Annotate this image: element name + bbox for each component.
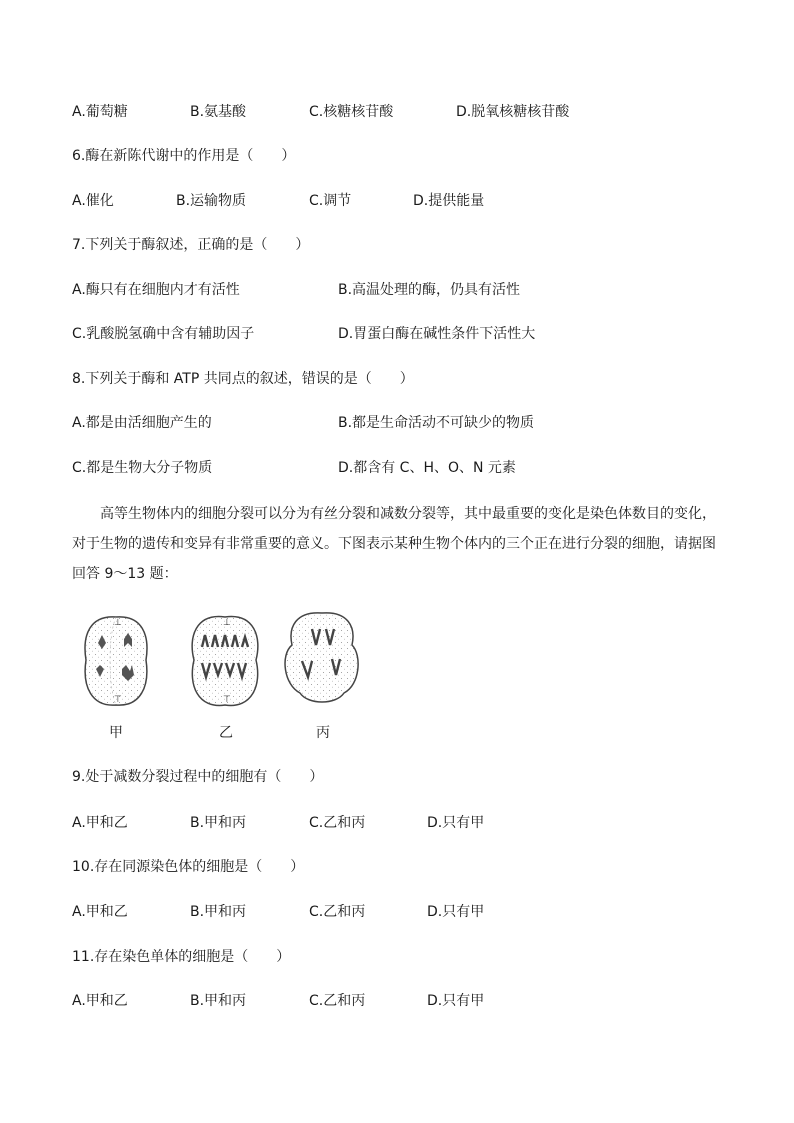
q9-option-b: B.甲和丙: [190, 815, 247, 831]
cell-yi: [192, 617, 258, 706]
q11-stem: 11.存在染色单体的细胞是（ ）: [72, 949, 291, 965]
q6-stem: 6.酶在新陈代谢中的作用是（ ）: [72, 148, 296, 164]
q11-option-b: B.甲和丙: [190, 993, 247, 1009]
q5-option-d: D.脱氧核糖核苷酸: [456, 104, 570, 120]
cell-bing: [285, 613, 358, 702]
passage-line-3: 回答 9～13 题：: [72, 566, 178, 582]
q8-option-a: A.都是由活细胞产生的: [72, 415, 212, 431]
passage-line-2: 对于生物的遗传和变异有非常重要的意义。下图表示某种生物个体内的三个正在进行分裂的细胞，请据图: [72, 536, 716, 552]
q10-option-d: D.只有甲: [427, 904, 485, 920]
q8-stem: 8.下列关于酶和 ATP 共同点的叙述，错误的是（ ）: [72, 371, 414, 387]
passage: [72, 499, 722, 589]
q8-option-b: B.都是生命活动不可缺少的物质: [338, 415, 535, 431]
q9-option-a: A.甲和乙: [72, 815, 128, 831]
q11-option-a: A.甲和乙: [72, 993, 128, 1009]
q7-option-b: B.高温处理的酶，仍具有活性: [338, 282, 521, 298]
q11-option-d: D.只有甲: [427, 993, 485, 1009]
q5-option-b: B.氨基酸: [190, 104, 247, 120]
q8-option-c: C.都是生物大分子物质: [72, 460, 213, 476]
cell-division-figure: [70, 605, 370, 715]
q9-stem: 9.处于减数分裂过程中的细胞有（ ）: [72, 769, 324, 785]
svg-text:⊥: ⊥: [223, 618, 231, 628]
q10-option-a: A.甲和乙: [72, 904, 128, 920]
q10-option-b: B.甲和丙: [190, 904, 247, 920]
q6-option-a: A.催化: [72, 193, 114, 209]
q7-stem: 7.下列关于酶叙述，正确的是（ ）: [72, 237, 310, 253]
cell-jia: [85, 617, 147, 705]
q7-option-c: C.乳酸脱氢确中含有辅助因子: [72, 326, 255, 342]
q7-option-a: A.酶只有在细胞内才有活性: [72, 282, 240, 298]
q6-option-d: D.提供能量: [413, 193, 485, 209]
svg-text:⊥: ⊥: [114, 618, 122, 628]
passage-line-1: 高等生物体内的细胞分裂可以分为有丝分裂和减数分裂等，其中最重要的变化是染色体数目的变化，: [100, 506, 716, 522]
q10-option-c: C.乙和丙: [309, 904, 366, 920]
svg-text:⊤: ⊤: [114, 695, 122, 705]
q9-option-c: C.乙和丙: [309, 815, 366, 831]
figure-label-yi: 乙: [219, 725, 233, 741]
q9-option-d: D.只有甲: [427, 815, 485, 831]
q5-option-a: A.葡萄糖: [72, 104, 128, 120]
q6-option-b: B.运输物质: [176, 193, 247, 209]
svg-text:⊤: ⊤: [223, 695, 231, 705]
q11-option-c: C.乙和丙: [309, 993, 366, 1009]
q8-option-d: D.都含有 C、H、O、N 元素: [338, 460, 516, 476]
q7-option-d: D.胃蛋白酶在碱性条件下活性大: [338, 326, 536, 342]
q10-stem: 10.存在同源染色体的细胞是（ ）: [72, 859, 305, 875]
figure-label-bing: 丙: [316, 725, 330, 741]
q5-option-c: C.核糖核苷酸: [309, 104, 394, 120]
q6-option-c: C.调节: [309, 193, 352, 209]
figure-label-jia: 甲: [109, 725, 123, 741]
